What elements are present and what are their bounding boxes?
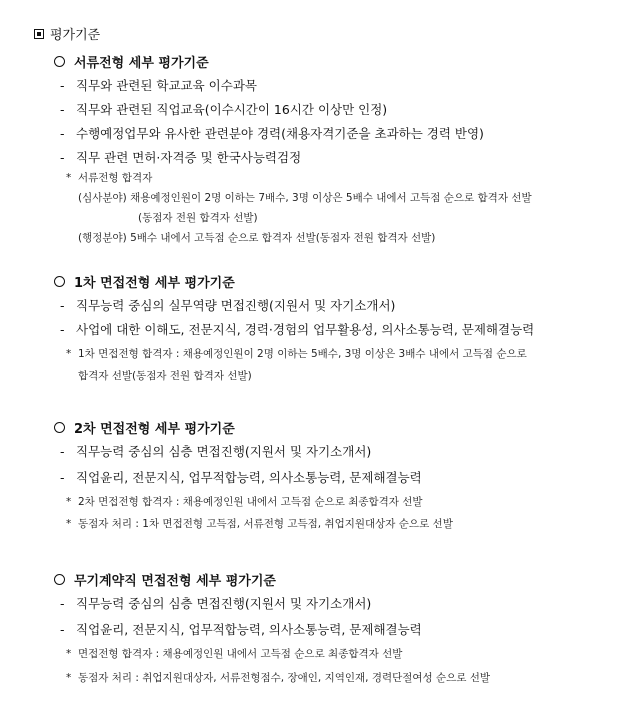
square-bullet-icon	[34, 29, 44, 39]
circle-bullet-icon	[54, 422, 65, 433]
circle-bullet-icon	[54, 56, 65, 67]
list-item: - 직무와 관련된 직업교육(이수시간이 16시간 이상만 인정)	[60, 102, 388, 117]
note-detail: 합격자 선발(동점자 전원 합격자 선발)	[78, 370, 252, 382]
section-heading-document-screening: 서류전형 세부 평가기준	[54, 52, 209, 71]
note-item: * 서류전형 합격자	[66, 172, 153, 184]
note-detail: (동점자 전원 합격자 선발)	[138, 212, 258, 224]
list-item: - 직무능력 중심의 심층 면접진행(지원서 및 자기소개서)	[60, 596, 372, 611]
list-item: - 직무능력 중심의 심층 면접진행(지원서 및 자기소개서)	[60, 444, 372, 459]
note-item: * 1차 면접전형 합격자 : 채용예정인원이 2명 이하는 5배수, 3명 이상은 3배수 내에서 고득점 순으로	[66, 348, 527, 360]
circle-bullet-icon	[54, 276, 65, 287]
document-title-text: 평가기준	[50, 28, 101, 43]
section-heading-first-interview: 1차 면접전형 세부 평가기준	[54, 272, 235, 291]
note-item: * 면접전형 합격자 : 채용예정인원 내에서 고득점 순으로 최종합격자 선발	[66, 648, 403, 660]
list-item: - 직업윤리, 전문지식, 업무적합능력, 의사소통능력, 문제해결능력	[60, 622, 422, 637]
note-item: * 동점자 처리 : 1차 면접전형 고득점, 서류전형 고득점, 취업지원대상자 순으로 선발	[66, 518, 453, 530]
list-item: - 직무 관련 면허·자격증 및 한국사능력검정	[60, 150, 302, 165]
list-item: - 직무능력 중심의 실무역량 면접진행(지원서 및 자기소개서)	[60, 298, 396, 313]
note-detail: (행정분야) 5배수 내에서 고득점 순으로 합격자 선발(동점자 전원 합격자 선발)	[78, 232, 436, 244]
note-item: * 2차 면접전형 합격자 : 채용예정인원 내에서 고득점 순으로 최종합격자 선발	[66, 496, 423, 508]
note-detail: (심사분야) 채용예정인원이 2명 이하는 7배수, 3명 이상은 5배수 내에서 고득점 순으로 합격자 선발	[78, 192, 532, 204]
list-item: - 사업에 대한 이해도, 전문지식, 경력·경험의 업무활용성, 의사소통능력, 문제해결능력	[60, 322, 535, 337]
circle-bullet-icon	[54, 574, 65, 585]
section-heading-second-interview: 2차 면접전형 세부 평가기준	[54, 418, 235, 437]
document-title	[34, 24, 100, 43]
list-item: - 수행예정업무와 유사한 관련분야 경력(채용자격기준을 초과하는 경력 반영)	[60, 126, 484, 141]
list-item: - 직무와 관련된 학교교육 이수과목	[60, 78, 257, 93]
section-heading-contract-interview: 무기계약직 면접전형 세부 평가기준	[54, 570, 276, 589]
note-item: * 동점자 처리 : 취업지원대상자, 서류전형점수, 장애인, 지역인재, 경력단절여성 순으로 선발	[66, 672, 491, 684]
list-item: - 직업윤리, 전문지식, 업무적합능력, 의사소통능력, 문제해결능력	[60, 470, 422, 485]
